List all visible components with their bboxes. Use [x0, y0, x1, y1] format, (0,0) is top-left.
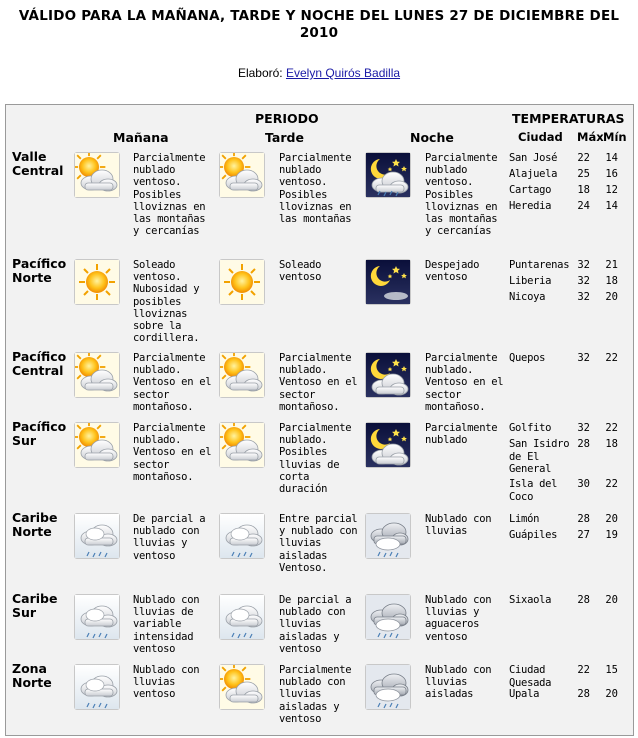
- partly-cloudy-day-icon: [219, 664, 265, 710]
- night-rain-icon: [365, 513, 411, 559]
- region-name-line: Sur: [12, 433, 37, 448]
- night-rain-icon: [365, 594, 411, 640]
- header-temperaturas: TEMPERATURAS: [512, 111, 625, 126]
- region-name: [12, 350, 66, 378]
- temp-min: 16: [605, 168, 618, 180]
- city-name: Limón: [509, 513, 540, 525]
- header-max: Máx: [577, 130, 604, 144]
- author-line: [0, 66, 638, 80]
- temp-min: 22: [605, 422, 618, 434]
- forecast-text-manana: Parcialmente nublado ventoso. Posibles lloviznas en las montañas y cercanías: [133, 152, 206, 238]
- city-name: Upala: [509, 688, 540, 700]
- city-name: Liberia: [509, 275, 552, 287]
- region-name-line: Pacífico: [12, 349, 67, 364]
- region-name-line: Caribe: [12, 510, 58, 525]
- temp-max: 32: [577, 291, 590, 303]
- temp-max: 32: [577, 275, 590, 287]
- region-name-line: Norte: [12, 524, 52, 539]
- temp-max: 18: [577, 184, 590, 196]
- region-name: [12, 150, 63, 178]
- forecast-text-tarde: Parcialmente nublado. Posibles lluvias de corta duración: [279, 422, 352, 496]
- author-link[interactable]: Evelyn Quirós Badilla: [285, 66, 401, 80]
- forecast-text-noche: Nublado con lluvias: [425, 513, 492, 538]
- city-name: Golfito: [509, 422, 552, 434]
- forecast-text-manana: Parcialmente nublado. Ventoso en el sector montañoso.: [133, 352, 212, 413]
- night-rain-icon: [365, 664, 411, 710]
- page-title: VÁLIDO PARA LA MAÑANA, TARDE Y NOCHE DEL LUNES 27 DE DICIEMBRE DEL 2010: [18, 8, 620, 41]
- temp-max: 22: [577, 152, 590, 164]
- cloudy-rain-icon: [74, 513, 120, 559]
- header-periodo: PERIODO: [255, 111, 319, 126]
- city-name: Sixaola: [509, 594, 552, 606]
- forecast-text-tarde: Soleado ventoso: [279, 259, 322, 284]
- forecast-table: [5, 104, 634, 736]
- partly-cloudy-day-icon: [219, 422, 265, 468]
- city-name: Heredia: [509, 200, 552, 212]
- temp-max: 28: [577, 438, 590, 450]
- forecast-text-manana: Soleado ventoso. Nubosidad y posibles lloviznas sobre la cordillera.: [133, 259, 200, 345]
- forecast-text-tarde: Parcialmente nublado ventoso. Posibles lloviznas en las montañas: [279, 152, 352, 226]
- temp-min: 15: [605, 664, 618, 676]
- forecast-text-tarde: Parcialmente nublado con lluvias aisladas y ventoso: [279, 664, 352, 725]
- partly-cloudy-day-icon: [74, 352, 120, 398]
- region-name-line: Zona: [12, 661, 47, 676]
- temp-min: 21: [605, 259, 618, 271]
- cloudy-night-drizzle-icon: [365, 152, 411, 198]
- temp-max: 28: [577, 594, 590, 606]
- sunny-icon: [219, 259, 265, 305]
- temp-max: 25: [577, 168, 590, 180]
- temp-min: 14: [605, 152, 618, 164]
- region-name: [12, 662, 52, 690]
- region-name-line: Central: [12, 363, 64, 378]
- region-name-line: Pacífico: [12, 419, 67, 434]
- temp-min: 18: [605, 438, 618, 450]
- region-name: [12, 257, 66, 285]
- temp-max: 30: [577, 478, 590, 490]
- forecast-text-manana: Nublado con lluvias de variable intensidad ventoso: [133, 594, 200, 655]
- partly-cloudy-day-icon: [219, 152, 265, 198]
- forecast-text-tarde: De parcial a nublado con lluvias aisladas y ventoso: [279, 594, 352, 655]
- forecast-text-manana: Parcialmente nublado. Ventoso en el sector montañoso.: [133, 422, 212, 483]
- city-name: San Isidro de El General: [509, 438, 570, 475]
- city-name: Guápiles: [509, 529, 558, 541]
- temp-min: 14: [605, 200, 618, 212]
- temp-max: 24: [577, 200, 590, 212]
- region-name-line: Caribe: [12, 591, 58, 606]
- temp-min: 20: [605, 688, 618, 700]
- clear-night-icon: [365, 259, 411, 305]
- temp-max: 32: [577, 352, 590, 364]
- cloudy-rain-icon: [219, 594, 265, 640]
- forecast-text-noche: Parcialmente nublado ventoso. Posibles lloviznas en las montañas y cercanías: [425, 152, 498, 238]
- cloudy-rain-icon: [219, 513, 265, 559]
- forecast-text-tarde: Entre parcial y nublado con lluvias aisladas Ventoso.: [279, 513, 358, 574]
- forecast-text-noche: Despejado ventoso: [425, 259, 480, 284]
- forecast-text-noche: Nublado con lluvias aisladas: [425, 664, 492, 701]
- region-name-line: Sur: [12, 605, 37, 620]
- city-name: Quepos: [509, 352, 546, 364]
- temp-min: 20: [605, 513, 618, 525]
- temp-min: 20: [605, 594, 618, 606]
- temp-min: 22: [605, 478, 618, 490]
- header-noche: Noche: [410, 130, 454, 145]
- region-name: [12, 592, 57, 620]
- temp-max: 28: [577, 513, 590, 525]
- city-name: Alajuela: [509, 168, 558, 180]
- region-name-line: Pacífico: [12, 256, 67, 271]
- partly-cloudy-day-icon: [74, 152, 120, 198]
- header-manana: Mañana: [113, 130, 169, 145]
- city-name: Puntarenas: [509, 259, 570, 271]
- forecast-text-manana: Nublado con lluvias ventoso: [133, 664, 200, 701]
- forecast-text-noche: Nublado con lluvias y aguaceros ventoso: [425, 594, 492, 643]
- temp-max: 32: [577, 422, 590, 434]
- cloudy-rain-icon: [74, 664, 120, 710]
- partly-cloudy-day-icon: [219, 352, 265, 398]
- header-ciudad: Ciudad: [518, 130, 563, 144]
- temp-min: 19: [605, 529, 618, 541]
- region-name: [12, 511, 57, 539]
- cloudy-rain-icon: [74, 594, 120, 640]
- sunny-icon: [74, 259, 120, 305]
- city-name: Isla del Coco: [509, 478, 558, 503]
- region-name-line: Central: [12, 163, 64, 178]
- city-name: Nicoya: [509, 291, 546, 303]
- header-min: Mín: [603, 130, 627, 144]
- temp-max: 32: [577, 259, 590, 271]
- temp-min: 22: [605, 352, 618, 364]
- city-name: San José: [509, 152, 558, 164]
- temp-min: 20: [605, 291, 618, 303]
- temp-max: 27: [577, 529, 590, 541]
- region-name-line: Valle: [12, 149, 47, 164]
- partly-cloudy-night-icon: [365, 352, 411, 398]
- partly-cloudy-day-icon: [74, 422, 120, 468]
- temp-max: 28: [577, 688, 590, 700]
- region-name-line: Norte: [12, 270, 52, 285]
- city-name: Cartago: [509, 184, 552, 196]
- forecast-text-noche: Parcialmente nublado: [425, 422, 498, 447]
- region-name-line: Norte: [12, 675, 52, 690]
- header-tarde: Tarde: [265, 130, 304, 145]
- forecast-text-noche: Parcialmente nublado. Ventoso en el sector montañoso.: [425, 352, 504, 413]
- partly-cloudy-night-icon: [365, 422, 411, 468]
- region-name: [12, 420, 66, 448]
- forecast-text-manana: De parcial a nublado con lluvias y ventoso: [133, 513, 206, 562]
- temp-min: 18: [605, 275, 618, 287]
- city-name: Ciudad Quesada: [509, 664, 552, 689]
- forecast-text-tarde: Parcialmente nublado. Ventoso en el sector montañoso.: [279, 352, 358, 413]
- temp-min: 12: [605, 184, 618, 196]
- temp-max: 22: [577, 664, 590, 676]
- author-label: Elaboró:: [237, 66, 283, 80]
